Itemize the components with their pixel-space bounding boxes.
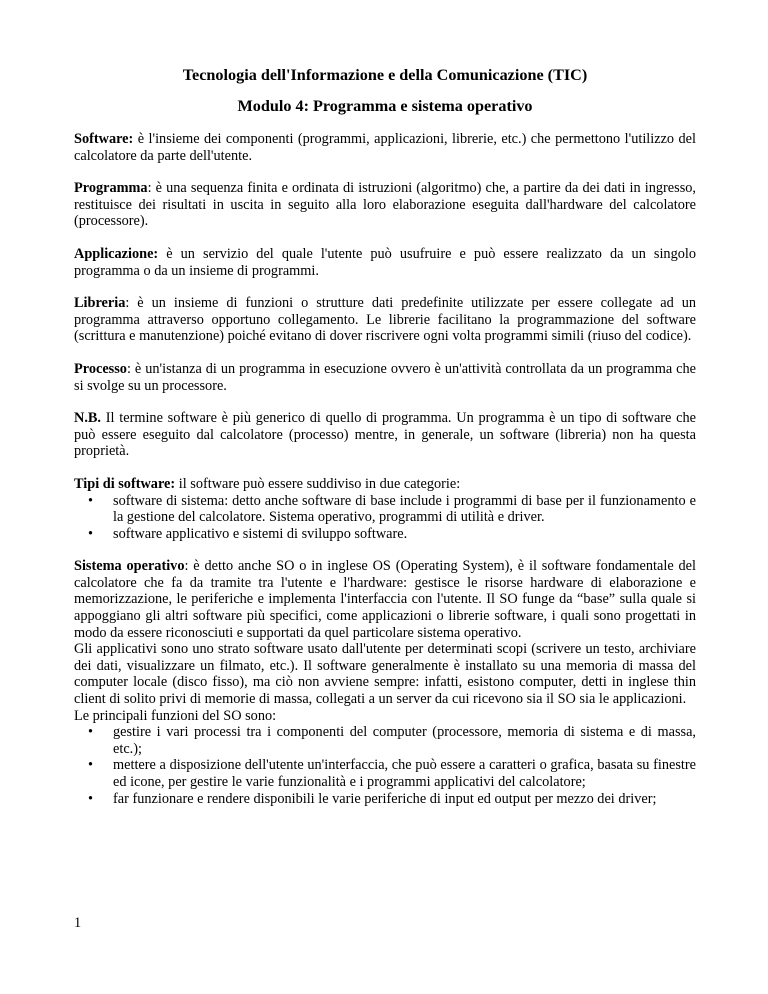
list-item-text: software applicativo e sistemi di sviluppo software.: [113, 525, 408, 542]
list-item-text: mettere a disposizione dell'utente un'interfaccia, che può essere a caratteri o grafica, basata su finestre ed icone, per gestire le varie funzionalità e i programmi applicativi del calcolatore;: [113, 757, 696, 790]
definition-software: [74, 131, 696, 164]
document-subtitle: Modulo 4: Programma e sistema operativo: [237, 97, 533, 115]
list-item: [74, 791, 696, 808]
term-sistema-operativo: Sistema operativo: [74, 558, 185, 575]
bullet-icon: •: [88, 757, 94, 774]
page-number: 1: [74, 915, 82, 931]
os-functions-list: [74, 724, 696, 807]
definition-software-text: è l'insieme dei componenti (programmi, applicazioni, librerie, etc.) che permettono l'utilizzo del calcolatore da parte dell'utente.: [74, 131, 696, 164]
term-tipi-software: Tipi di software:: [74, 475, 176, 492]
note-nb: [74, 410, 696, 460]
document-title: Tecnologia dell'Informazione e della Comunicazione (TIC): [182, 66, 588, 84]
definition-libreria-text: : è un insieme di funzioni o strutture dati predefinite utilizzate per essere collegate ad un programma attraverso opportuno collegamento. Le librerie facilitano la programmazione del software (scrittura e manutenzione) poiché evitano di dover riscrivere ogni volta programmi simili (riuso del codice).: [74, 295, 696, 345]
definition-processo-text: : è un'istanza di un programma in esecuzione ovvero è un'attività controllata da un programma che si svolge su un processore.: [74, 360, 696, 394]
list-item: [74, 757, 696, 790]
os-functions-intro: Le principali funzioni del SO sono:: [74, 707, 277, 724]
list-item: [74, 526, 696, 543]
software-types-intro: [74, 476, 696, 493]
software-types-intro-text: il software può essere suddiviso in due categorie:: [175, 475, 461, 492]
software-types-list: [74, 493, 696, 543]
term-processo: Processo: [74, 360, 127, 377]
term-nb: N.B.: [74, 410, 102, 427]
bullet-icon: •: [88, 724, 94, 741]
term-programma: Programma: [74, 180, 148, 197]
definition-processo: [74, 361, 696, 394]
bullet-icon: •: [88, 525, 94, 542]
definition-applicazione: [74, 246, 696, 279]
term-libreria: Libreria: [74, 295, 126, 312]
list-item: [74, 724, 696, 757]
term-applicazione: Applicazione:: [74, 245, 159, 262]
bullet-icon: •: [88, 790, 94, 807]
definition-libreria: [74, 295, 696, 345]
bullet-icon: •: [88, 492, 94, 509]
note-nb-text: Il termine software è più generico di quello di programma. Un programma è un tipo di software che può essere eseguito dal calcolatore (processo) mentre, in generale, un software (libreria) non ha questa proprietà.: [74, 410, 696, 460]
list-item: [74, 493, 696, 526]
definition-sistema-operativo-text: : è detto anche SO o in inglese OS (Operating System), è il software fondamentale del calcolatore che fa da tramite tra l'utente e l'hardware: gestisce le risorse hardware di elaborazione e memorizzazione, le periferiche e implementa l'interfaccia con l'utente. Il SO funge da “base” sulla quale si appoggiano gli altri software più specifici, come applicazioni o librerie software, i quali sono progettati in modo da essere riconosciuti e supportati da quel particolare sistema operativo.: [74, 558, 696, 641]
definition-programma: [74, 180, 696, 230]
list-item-text: far funzionare e rendere disponibili le varie periferiche di input ed output per mezzo dei driver;: [113, 790, 657, 807]
applicativi-paragraph: Gli applicativi sono uno strato software usato dall'utente per determinati scopi (scrivere un testo, archiviare dei dati, visualizzare un filmato, etc.). Il software generalmente è installato su una memoria di massa del computer locale (disco fisso), ma ciò non avviene sempre: infatti, esistono computer, detti in inglese thin client di solito privi di memorie di massa, collegati a un server da cui ricevono sia il SO sia le applicazioni.: [74, 641, 696, 708]
definition-sistema-operativo: [74, 558, 696, 641]
definition-applicazione-text: è un servizio del quale l'utente può usufruire e può essere realizzato da un singolo programma o da un insieme di programmi.: [74, 245, 696, 279]
list-item-text: software di sistema: detto anche software di base include i programmi di base per il funzionamento e la gestione del calcolatore. Sistema operativo, programmi di utilità e driver.: [113, 492, 696, 526]
list-item-text: gestire i vari processi tra i componenti del computer (processore, memoria di sistema e di massa, etc.);: [113, 724, 696, 757]
term-software: Software:: [74, 131, 134, 147]
definition-programma-text: : è una sequenza finita e ordinata di istruzioni (algoritmo) che, a partire da dei dati in ingresso, restituisce dei risultati in uscita in seguito alla loro elaborazione eseguita dall'hardware del calcolatore (processore).: [74, 180, 696, 230]
